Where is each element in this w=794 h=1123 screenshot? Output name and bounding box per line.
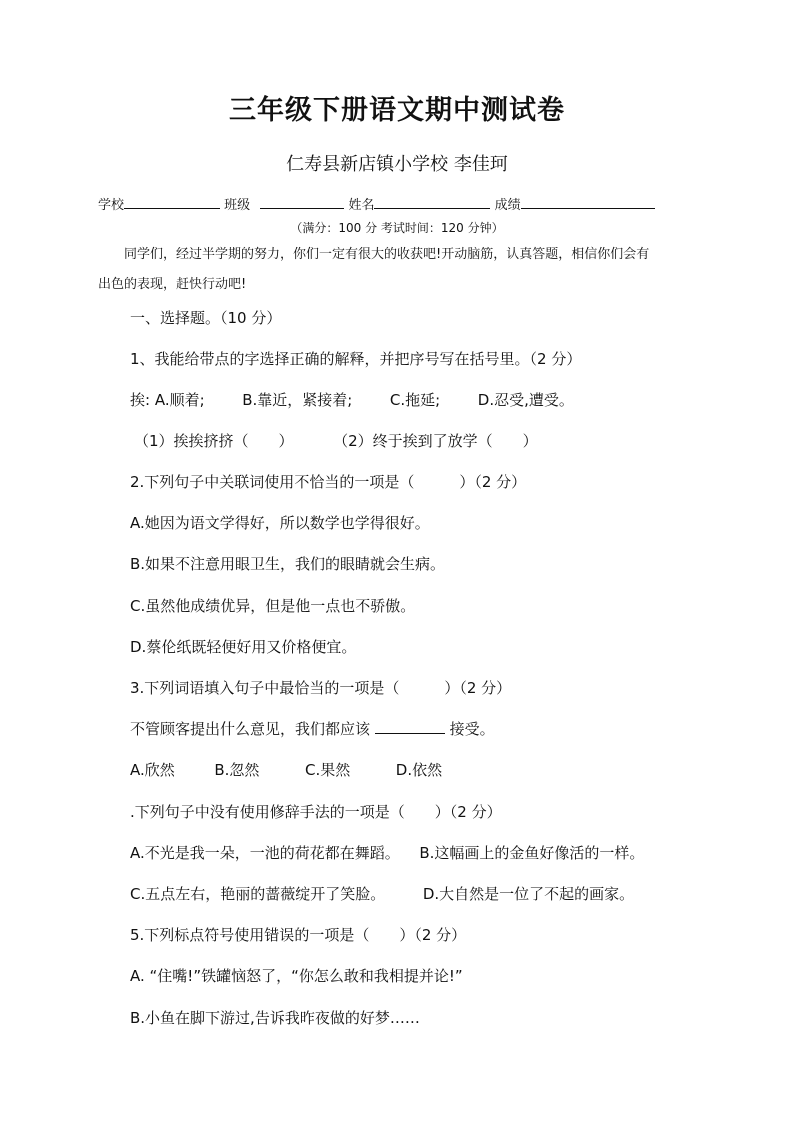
q3-sentence-before: 不管顾客提出什么意见，我们都应该 bbox=[130, 720, 371, 738]
school-blank[interactable] bbox=[124, 194, 220, 209]
q3-option: D.依然 bbox=[395, 761, 443, 779]
q2-option-a: A.她因为语文学得好，所以数学也学得很好。 bbox=[130, 514, 430, 532]
class-blank[interactable] bbox=[260, 194, 344, 209]
question-3-stem: 3.下列词语填入句子中最恰当的一项是（ ）（2 分） bbox=[130, 679, 512, 697]
question-1-subitems bbox=[134, 430, 538, 451]
score-label: 成绩 bbox=[494, 198, 521, 213]
name-blank[interactable] bbox=[374, 194, 490, 209]
question-5-stem: 5.下列标点符号使用错误的一项是（ ）（2 分） bbox=[130, 926, 467, 944]
author-line: 仁寿县新店镇小学校 李佳珂 bbox=[286, 154, 508, 175]
q4-option-a: A.不光是我一朵，一池的荷花都在舞蹈。 bbox=[130, 844, 400, 862]
q4-option-b: B.这幅画上的金鱼好像活的一样。 bbox=[419, 844, 645, 862]
q2-option-b: B.如果不注意用眼卫生，我们的眼睛就会生病。 bbox=[130, 555, 446, 573]
question-1-options bbox=[130, 389, 574, 410]
q4-option-c: C.五点左右，艳丽的蔷薇绽开了笑脸。 bbox=[130, 885, 386, 903]
q2-option-c: C.虽然他成绩优异，但是他一点也不骄傲。 bbox=[130, 597, 416, 615]
q3-option: C.果然 bbox=[304, 761, 351, 779]
q4-option-d: D.大自然是一位了不起的画家。 bbox=[422, 885, 635, 903]
question-4-options-row2 bbox=[130, 883, 634, 904]
q1-option: B.靠近，紧接着; bbox=[242, 391, 353, 409]
q3-option: A.欣然 bbox=[130, 761, 175, 779]
question-3-options bbox=[130, 759, 442, 780]
school-label: 学校 bbox=[98, 198, 125, 213]
q1-option: D.忍受,遭受。 bbox=[477, 391, 574, 409]
q1-option: 挨: A.顺着; bbox=[130, 391, 205, 409]
question-4-options-row1 bbox=[130, 842, 644, 863]
q3-fill-blank[interactable] bbox=[375, 719, 445, 734]
q3-option: B.忽然 bbox=[214, 761, 260, 779]
name-label: 姓名 bbox=[348, 198, 375, 213]
question-2-stem: 2.下列句子中关联词使用不恰当的一项是（ ）（2 分） bbox=[130, 473, 527, 491]
q2-option-d: D.蔡伦纸既轻便好用又价格便宜。 bbox=[130, 638, 357, 656]
exam-meta: （满分：100 分 考试时间：120 分钟） bbox=[290, 221, 504, 235]
q3-sentence-after: 接受。 bbox=[449, 720, 495, 738]
q5-option-a: A. “住嘴!”铁罐恼怒了，“你怎么敢和我相提并论!” bbox=[130, 967, 463, 985]
question-1-stem: 1、我能给带点的字选择正确的解释，并把序号写在括号里。（2 分） bbox=[130, 350, 582, 368]
section-heading: 一、选择题。（10 分） bbox=[130, 309, 282, 327]
intro-line-2: 出色的表现，赶快行动吧! bbox=[98, 277, 247, 292]
q1-sub-2: （2）终于挨到了放学（ ） bbox=[333, 432, 538, 450]
page-title: 三年级下册语文期中测试卷 bbox=[229, 95, 565, 126]
class-label: 班级 bbox=[224, 198, 251, 213]
q5-option-b: B.小鱼在脚下游过,告诉我昨夜做的好梦…… bbox=[130, 1009, 420, 1027]
student-info-line bbox=[98, 194, 655, 213]
question-3-sentence bbox=[130, 718, 495, 739]
q1-sub-1: （1）挨挨挤挤（ ） bbox=[134, 432, 294, 450]
score-blank[interactable] bbox=[521, 194, 655, 209]
q1-option: C.拖延; bbox=[389, 391, 441, 409]
intro-line-1: 同学们，经过半学期的努力，你们一定有很大的收获吧!开动脑筋，认真答题，相信你们会有 bbox=[124, 247, 650, 262]
question-4-stem: .下列句子中没有使用修辞手法的一项是（ ）（2 分） bbox=[130, 803, 502, 821]
intro-paragraph bbox=[98, 240, 698, 300]
